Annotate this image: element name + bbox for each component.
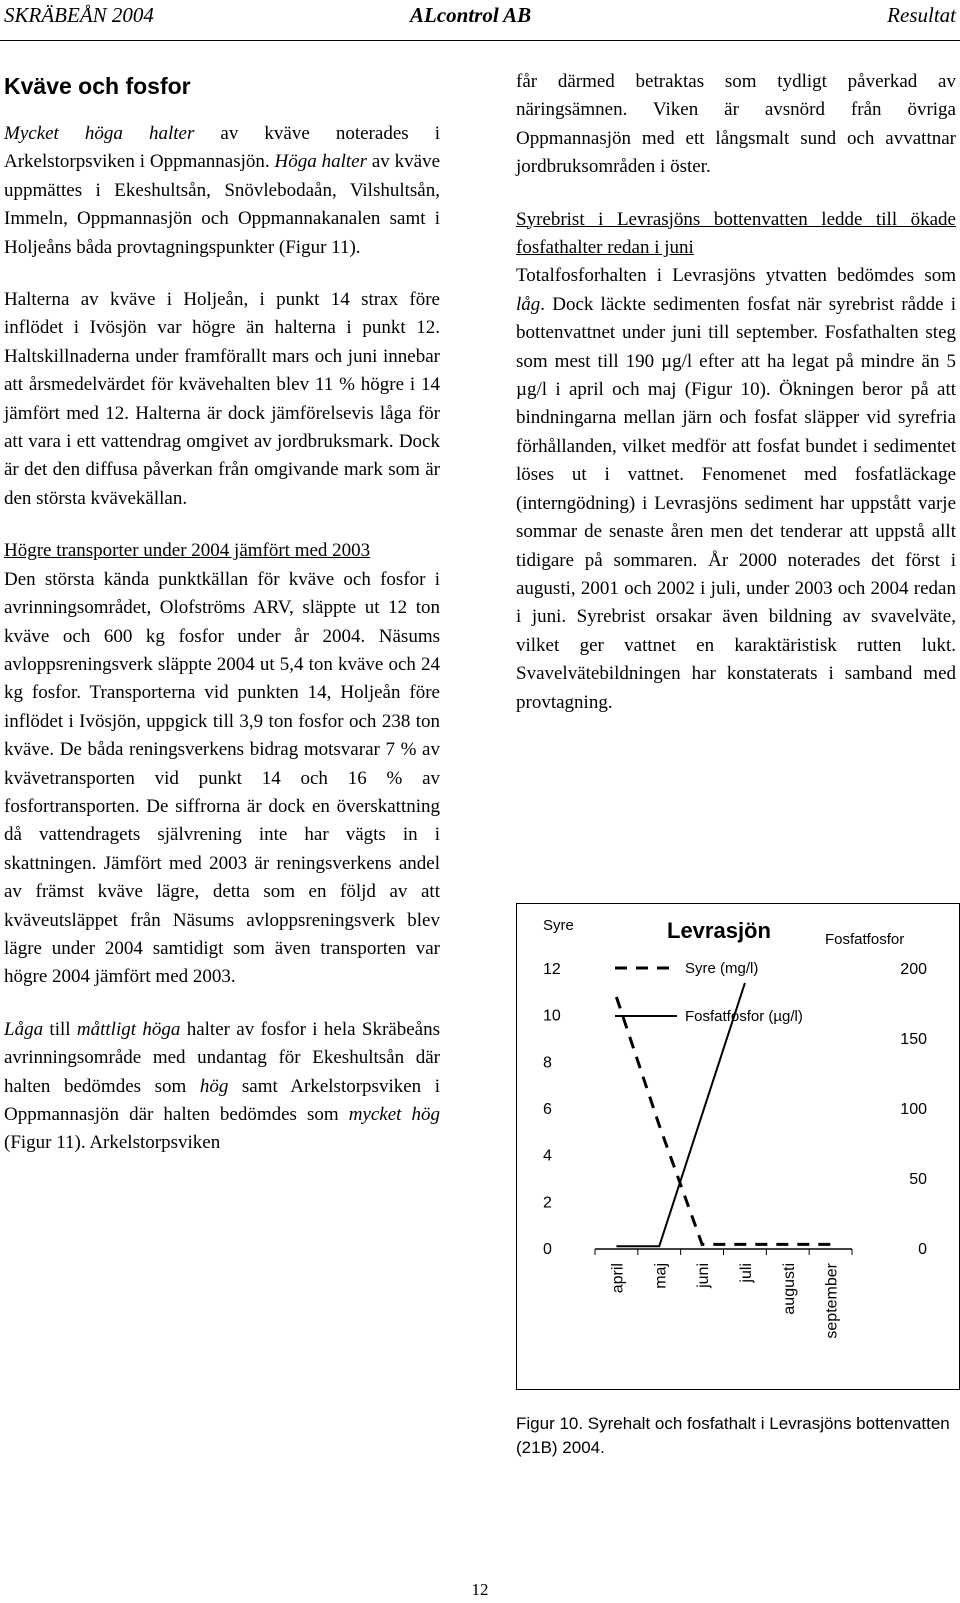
- text: halter av fosfor i hela Skräbeåns avrinningsområde med undantag för Ekeshultsån där halten bedömdes som: [4, 1018, 440, 1097]
- legend-label: Fosfatfosfor (µg/l): [685, 1008, 803, 1025]
- page-header: [0, 0, 960, 41]
- text: av kväve noterades i Arkelstorpsviken i Oppmannasjön.: [4, 123, 440, 173]
- left-axis-label: Syre: [543, 917, 574, 934]
- header-left: SKRÄBEÅN 2004: [4, 3, 154, 27]
- left-tick-label: 4: [543, 1147, 552, 1165]
- section-heading: Kväve och fosfor: [4, 73, 191, 99]
- paragraph-transports: [4, 537, 440, 992]
- paragraph-levrasjon: [516, 206, 956, 717]
- right-tick-label: 0: [918, 1241, 927, 1258]
- paragraph-arkelstorp: får därmed betraktas som tydligt påverkad av näringsämnen. Viken är avsnörd från övriga Oppmannasjön med ett långsmalt sund och avvattnar jordbruksområden i öster.: [516, 71, 956, 178]
- series-line-syre: [616, 997, 830, 1244]
- emphasis: Höga halter: [274, 151, 367, 173]
- figure-caption: Figur 10. Syrehalt och fosfathalt i Levrasjöns bottenvatten (21B) 2004.: [516, 1414, 950, 1457]
- right-column: [516, 68, 956, 717]
- right-tick-label: 150: [900, 1031, 927, 1048]
- x-category-label: september: [823, 1263, 841, 1339]
- emphasis: låg: [516, 293, 541, 315]
- x-category-label: augusti: [780, 1263, 798, 1315]
- left-tick-label: 6: [543, 1101, 552, 1118]
- subheading-levrasjon: Syrebrist i Levrasjöns bottenvatten ledde till ökade fosfathalter redan i juni: [516, 208, 956, 259]
- paragraph-nitrogen-levels: [4, 120, 440, 262]
- right-tick-label: 200: [900, 961, 927, 978]
- right-tick-label: 100: [900, 1101, 927, 1118]
- emphasis: mycket hög: [348, 1104, 441, 1125]
- text: . Dock läckte sedimenten fosfat när syrebrist rådde i bottenvattnet under juni till september. Fosfathalten steg som mest till 190 µg/l efter att ha legat på mindre än 5 µg/l i april och maj (Figur 10). Ökningen beror på att bindningarna mellan järn och fosfat släpper vid syrefria förhållanden, vilket medför att fosfat bundet i sedimentet löses ut i vattnet. Fenomenet med fosfatläckage (interngödning) i Levrasjöns sediment har uppstått varje sommar de senaste åren men det tenderar att uppstå allt tidigare på sommaren. År 2000 noterades det först i augusti, 2001 och 2002 i juli, under 2003 och 2004 redan i juni. Syrebrist orsakar även bildning av svavelväte, vilket ger vattnet en karaktäristisk rutten lukt. Svavelvätebildningen har konstaterats i samband med provtagning.: [516, 293, 956, 713]
- text: samt Arkelstorpsviken i Oppmannasjön där halten bedömdes som: [4, 1075, 440, 1125]
- chart-title: Levrasjön: [667, 918, 771, 943]
- left-tick-label: 10: [543, 1007, 561, 1025]
- x-category-label: maj: [652, 1263, 670, 1289]
- subheading-transports: Högre transporter under 2004 jämfört med 2003: [4, 540, 371, 562]
- chart-svg: [517, 904, 960, 1391]
- text: Den största kända punktkällan för kväve och fosfor i avrinningsområdet, Olofströms ARV, släppte ut 12 ton kväve och 600 kg fosfor under år 2004. Näsums avloppsreningsverk släppte 2004 ut 5,4 ton kväve och 24 kg fosfor. Transporterna vid punkten 14, Holjeån före inflödet i Ivösjön, uppgick till 3,9 ton fosfor och 238 ton kväve. De båda reningsverkens bidrag motsvarar 7 % av kvävetransporten vid punkt 14 och 16 % av fosfortransporten. De siffrorna är dock en överskattning då vattendragets självrening inte har vägts in i skattningen. Jämfört med 2003 är reningsverkens andel av främst kväve lägre, detta som en följd av att kväveutsläppet från Näsums avloppsreningsverk blev lägre under 2004 samtidigt som även transporten var högre 2004 jämfört med 2003.: [4, 568, 440, 988]
- page-number: 12: [471, 1580, 489, 1599]
- header-right: Resultat: [887, 3, 956, 27]
- emphasis: Låga: [4, 1018, 44, 1040]
- left-tick-label: 2: [543, 1194, 552, 1212]
- left-tick-label: 8: [543, 1054, 552, 1072]
- chart-levrasjon: [516, 903, 960, 1390]
- right-tick-label: 50: [909, 1171, 927, 1188]
- emphasis: Mycket höga halter: [4, 123, 195, 144]
- text: (Figur 11). Arkelstorpsviken: [4, 1132, 221, 1154]
- x-category-label: juli: [737, 1263, 755, 1283]
- paragraph-phosphorus: [4, 1016, 440, 1158]
- x-category-label: juni: [695, 1263, 713, 1288]
- text: Totalfosforhalten i Levrasjöns ytvatten bedömdes som: [516, 265, 956, 287]
- paragraph-holjean: Halterna av kväve i Holjeån, i punkt 14 strax före inflödet i Ivösjön var högre än halterna i punkt 12. Haltskillnaderna under framförallt mars och juni innebar att årsmedelvärdet för kvävehalten blev 11 % högre i 14 jämfört med 12. Halterna är dock jämförelsevis låga för att vara i ett vattendrag omgivet av jordbruksmark. Dock är det den diffusa påverkan från omgivande mark som är den största kvävekällan.: [4, 289, 440, 509]
- header-center: ALcontrol AB: [410, 3, 532, 27]
- emphasis: måttligt höga: [76, 1018, 181, 1040]
- left-tick-label: 12: [543, 961, 561, 978]
- x-category-label: april: [609, 1263, 627, 1294]
- emphasis: hög: [199, 1075, 229, 1097]
- text: till: [43, 1018, 77, 1040]
- legend-label: Syre (mg/l): [685, 960, 759, 977]
- right-axis-label: Fosfatfosfor: [825, 931, 905, 948]
- left-column: [4, 56, 440, 1158]
- text: av kväve uppmättes i Ekeshultsån, Snövlebodaån, Vilshultsån, Immeln, Oppmannasjön och Oppmannakanalen samt i Holjeåns båda provtagningspunkter (Figur 11).: [4, 151, 440, 258]
- left-tick-label: 0: [543, 1241, 552, 1258]
